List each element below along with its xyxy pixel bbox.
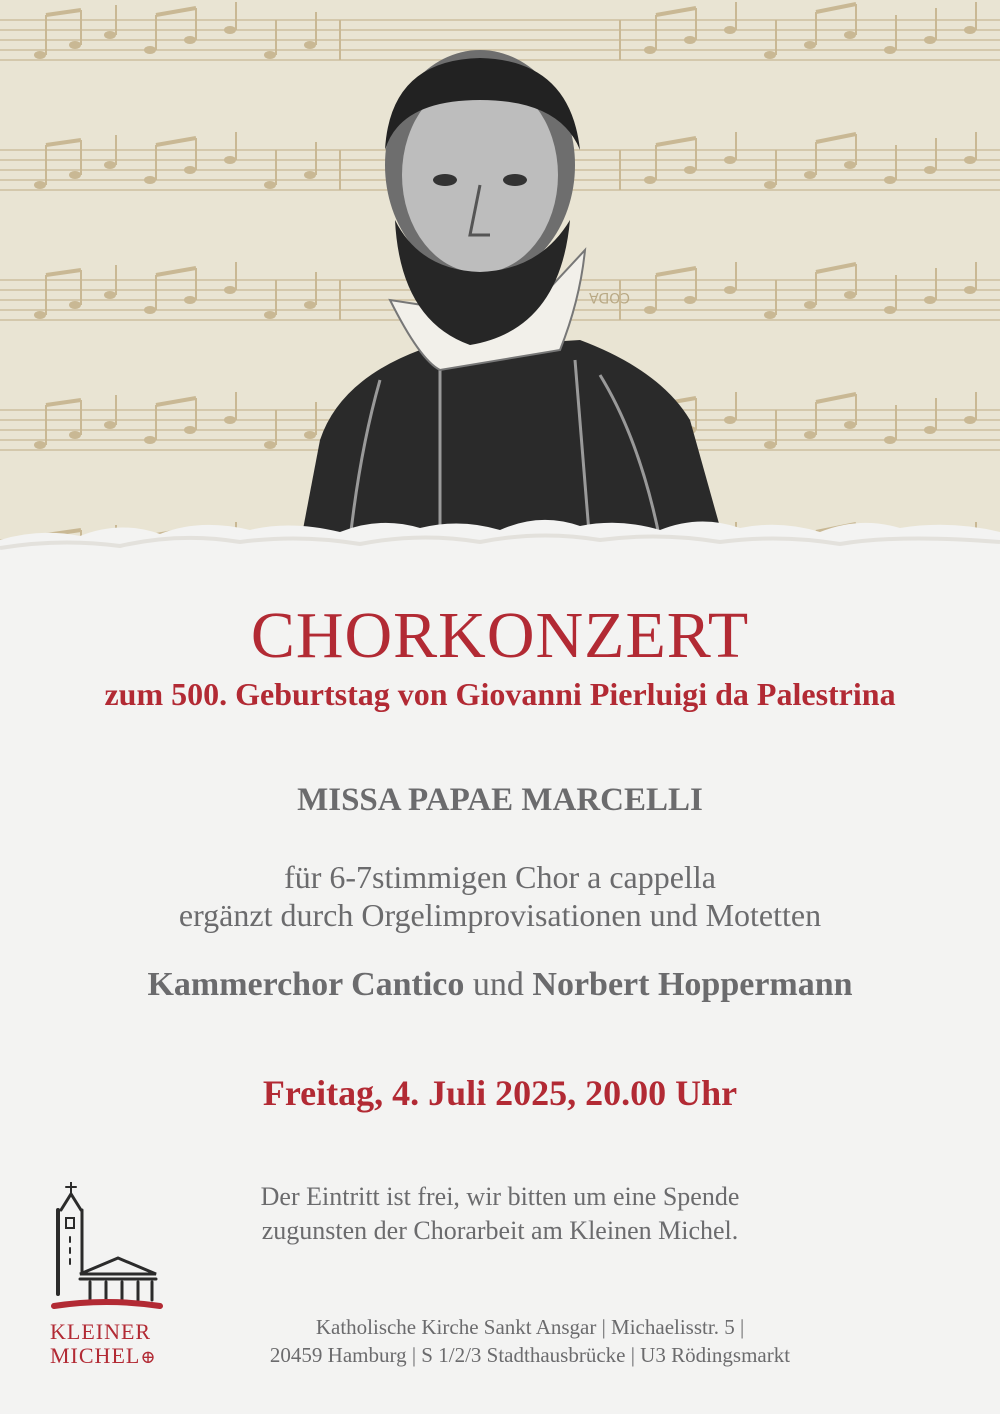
description-line-2: ergänzt durch Orgelimprovisationen und Motetten: [178, 897, 822, 933]
venue-info: [30, 1313, 1000, 1369]
concert-subtitle: zum 500. Geburtstag von Giovanni Pierluigi da Palestrina: [104, 676, 896, 712]
work-description: [0, 858, 1000, 934]
choir-name: Kammerchor Cantico: [147, 966, 465, 1003]
entry-note-line-1: Der Eintritt ist frei, wir bitten um eine Spende: [260, 1182, 740, 1211]
concert-title: CHORKONZERT: [250, 599, 750, 672]
coda-marking: CODA: [589, 289, 630, 305]
performers-joiner: und: [472, 966, 524, 1003]
logo-line-1: KLEINER: [50, 1319, 152, 1344]
work-title: MISSA PAPAE MARCELLI: [297, 782, 703, 818]
performers: [0, 966, 1000, 1004]
concert-date: Freitag, 4. Juli 2025, 20.00 Uhr: [262, 1073, 738, 1113]
logo-line-2: MICHEL⊕: [50, 1343, 157, 1368]
header-illustration: [0, 0, 1000, 600]
entry-note-line-2: zugunsten der Chorarbeit am Kleinen Michel.: [261, 1216, 739, 1245]
venue-line-2: 20459 Hamburg | S 1/2/3 Stadthausbrücke | U3 Rödingsmarkt: [269, 1343, 791, 1367]
sheet-music-background: [0, 0, 1000, 600]
venue-line-1: Katholische Kirche Sankt Ansgar | Michaelisstr. 5 |: [315, 1315, 745, 1339]
cross-circle-icon: ⊕: [140, 1347, 157, 1367]
organist-name: Norbert Hoppermann: [532, 966, 853, 1003]
description-line-1: für 6-7stimmigen Chor a cappella: [284, 859, 716, 895]
